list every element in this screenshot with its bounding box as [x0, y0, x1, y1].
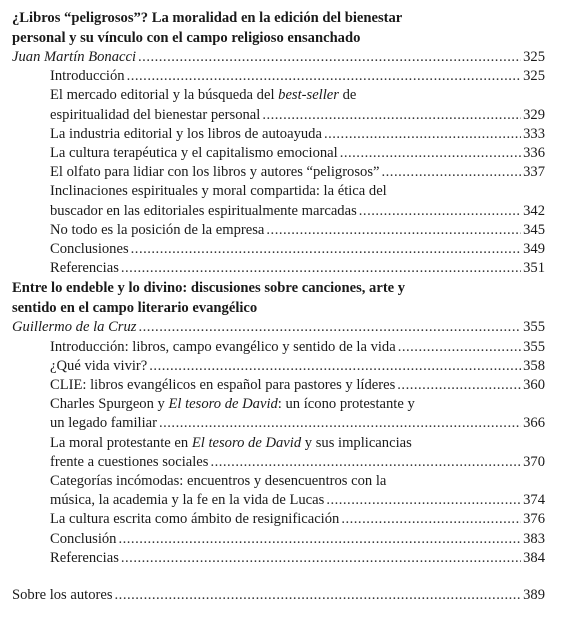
entry-text: : un ícono protestante y — [277, 396, 415, 413]
dot-leader — [341, 510, 521, 529]
toc-entry — [12, 240, 545, 259]
page-number: 333 — [523, 125, 545, 142]
toc-entry — [12, 549, 545, 568]
entry-title: un legado familiar — [50, 415, 157, 432]
entry-title: espiritualidad del bienestar personal — [50, 106, 261, 123]
toc-entry — [12, 453, 545, 472]
dot-leader — [382, 163, 522, 182]
author-line — [12, 48, 545, 67]
section-title-line: sentido en el campo literario evangélico — [12, 300, 258, 317]
page-number: 389 — [523, 587, 545, 604]
toc-entry — [12, 491, 545, 510]
entry-title: La cultura terapéutica y el capitalismo emocional — [50, 145, 338, 162]
entry-title: Sobre los autores — [12, 587, 113, 604]
entry-title: frente a cuestiones sociales — [50, 453, 209, 470]
entry-title: Referencias — [50, 260, 119, 277]
entry-title: ¿Qué vida vivir? — [50, 357, 148, 374]
dot-leader — [115, 586, 522, 605]
dot-leader — [262, 106, 521, 125]
toc-entry — [12, 376, 545, 395]
entry-text: La moral protestante en — [50, 434, 192, 451]
toc-entry — [12, 357, 545, 376]
footer-entry — [12, 586, 545, 605]
toc-entry — [12, 221, 545, 240]
page-number: 325 — [523, 49, 545, 65]
page-number: 376 — [523, 511, 545, 528]
entry-title: No todo es la posición de la empresa — [50, 221, 265, 238]
toc-entry — [12, 530, 545, 549]
dot-leader — [127, 67, 522, 86]
entry-title: Introducción — [50, 68, 125, 85]
entry-title: buscador en las editoriales espiritualmente marcadas — [50, 202, 357, 219]
author-name: Juan Martín Bonacci — [12, 49, 137, 65]
entry-text: y sus implicancias — [301, 434, 412, 451]
entry-text: El mercado editorial y la búsqueda del — [50, 87, 279, 104]
section-title-line: personal y su vínculo con el campo religioso ensanchado — [12, 30, 361, 46]
entry-italic-text: El tesoro de David — [191, 434, 302, 451]
dot-leader — [121, 259, 521, 278]
toc-entry — [12, 163, 545, 182]
spacer — [12, 568, 545, 586]
dot-leader — [397, 376, 521, 395]
dot-leader — [210, 453, 521, 472]
entry-title: Conclusiones — [50, 241, 129, 258]
toc-entry — [12, 259, 545, 278]
toc-entry — [12, 338, 545, 357]
dot-leader — [131, 240, 521, 259]
page-number: 366 — [523, 415, 545, 432]
dot-leader — [138, 48, 521, 67]
toc-entry — [12, 510, 545, 529]
entry-text: Charles Spurgeon y — [50, 396, 169, 413]
entry-title-line — [12, 86, 545, 105]
section-title-line: ¿Libros “peligrosos”? La moralidad en la edición del bienestar — [12, 10, 403, 26]
dot-leader — [359, 202, 521, 221]
section-title-line: Entre lo endeble y lo divino: discusiones sobre canciones, arte y — [12, 280, 406, 297]
page-number: 349 — [523, 241, 545, 258]
toc-entry — [12, 67, 545, 86]
entry-title: Conclusión — [50, 530, 117, 547]
entry-title: Introducción: libros, campo evangélico y sentido de la vida — [50, 338, 396, 355]
page-number: 360 — [523, 377, 545, 394]
toc-entry — [12, 106, 545, 125]
page-number: 345 — [523, 221, 545, 238]
page-number: 355 — [523, 338, 545, 355]
page-number: 342 — [523, 202, 545, 219]
entry-title-line — [12, 395, 545, 414]
toc-entry — [12, 125, 545, 144]
toc-entry — [12, 144, 545, 163]
page-number: 351 — [523, 260, 545, 277]
entry-title: CLIE: libros evangélicos en español para pastores y líderes — [50, 377, 396, 394]
entry-text: de — [338, 87, 357, 104]
page-number: 370 — [523, 453, 545, 470]
dot-leader — [324, 125, 521, 144]
author-line — [12, 318, 545, 337]
author-name: Guillermo de la Cruz — [12, 319, 137, 336]
page-number: 355 — [523, 319, 545, 336]
dot-leader — [340, 144, 521, 163]
toc-entry — [12, 414, 545, 433]
dot-leader — [398, 338, 521, 357]
entry-title: La industria editorial y los libros de autoayuda — [50, 125, 322, 142]
entry-title: música, la academia y la fe en la vida de Lucas — [50, 492, 325, 509]
page-number: 336 — [523, 145, 545, 162]
page-number: 329 — [523, 106, 545, 123]
page-number: 325 — [523, 68, 545, 85]
table-of-contents — [12, 8, 545, 605]
page-number: 337 — [523, 164, 545, 181]
dot-leader — [266, 221, 521, 240]
entry-title-line — [12, 434, 545, 453]
section-1 — [12, 8, 545, 278]
entry-italic-text: El tesoro de David — [168, 396, 278, 413]
dot-leader — [118, 530, 521, 549]
entry-title: Referencias — [50, 549, 119, 566]
dot-leader — [121, 549, 521, 568]
dot-leader — [149, 357, 521, 376]
entry-title: El olfato para lidiar con los libros y autores “peligrosos” — [50, 164, 380, 181]
section-2 — [12, 278, 545, 568]
page-number: 358 — [523, 357, 545, 374]
entry-title-line: Inclinaciones espirituales y moral compartida: la ética del — [50, 183, 387, 200]
page-number: 383 — [523, 530, 545, 547]
dot-leader — [159, 414, 521, 433]
dot-leader — [138, 318, 521, 337]
entry-italic-text: best-seller — [278, 87, 339, 104]
entry-title-line: Categorías incómodas: encuentros y desencuentros con la — [50, 473, 387, 490]
dot-leader — [326, 491, 521, 510]
entry-title: La cultura escrita como ámbito de resignificación — [50, 511, 340, 528]
toc-entry — [12, 202, 545, 221]
page-number: 384 — [523, 549, 545, 566]
page-number: 374 — [523, 492, 545, 509]
